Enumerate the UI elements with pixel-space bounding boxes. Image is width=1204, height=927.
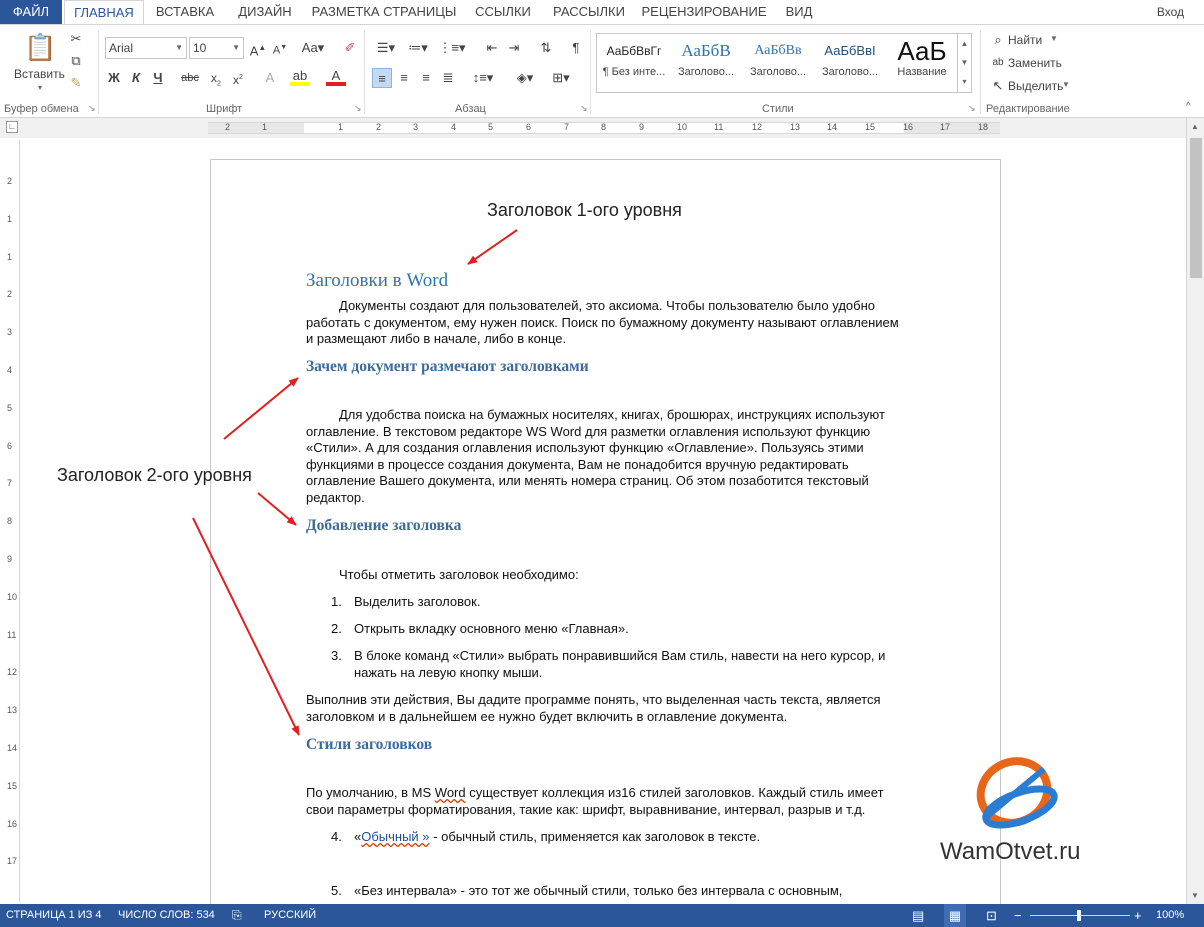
paragraph-intro[interactable]: Документы создают для пользователей, это аксиома. Чтобы пользователю было удобно работать с документом, ему нужен поиск. Поиск по бумажному документу называют оглавлением и размещают либо в начале, либо в конце. — [306, 298, 899, 346]
vertical-scrollbar[interactable] — [1186, 118, 1204, 904]
ruler-tick: 14 — [7, 743, 18, 753]
chevron-down-icon: ▼ — [175, 43, 183, 52]
watermark-text: WamOtvet.ru — [940, 838, 1081, 865]
underline-icon[interactable]: Ч — [153, 70, 163, 85]
group-separator — [980, 30, 981, 114]
status-bar — [0, 904, 1204, 927]
annotation-level-2: Заголовок 2-ого уровня — [57, 465, 252, 485]
signin-link[interactable]: Вход — [1156, 5, 1184, 19]
ruler-tick: 15 — [865, 122, 876, 132]
tab-insert[interactable]: ВСТАВКА — [155, 4, 215, 19]
tab-mailings[interactable]: РАССЫЛКИ — [553, 4, 625, 19]
text-run-word: Word — [434, 785, 466, 800]
list-item[interactable]: В блоке команд «Стили» выбрать понравившийся Вам стиль, навести на него курсор, и нажать на левую кнопку мыши. — [354, 648, 886, 680]
tab-view[interactable]: ВИД — [785, 4, 813, 19]
text-run: По умолчанию, в MS — [306, 785, 435, 800]
ruler-tick: 9 — [7, 554, 13, 564]
align-right-icon[interactable]: ≡ — [422, 70, 430, 85]
heading-2-why[interactable]: Зачем документ размечают заголовками — [306, 358, 589, 375]
numbering-icon[interactable]: ≔▾ — [408, 40, 428, 55]
ruler-left-margin — [208, 123, 304, 133]
ruler-tick: 13 — [790, 122, 801, 132]
highlight-icon[interactable]: ab — [290, 68, 310, 86]
ruler-tick: 4 — [451, 122, 457, 132]
dialog-launcher-icon[interactable]: ↘ — [968, 103, 976, 113]
styles-gallery — [596, 33, 972, 93]
style-heading-3[interactable] — [815, 36, 885, 90]
scroll-thumb[interactable] — [1190, 138, 1202, 278]
bold-icon[interactable]: Ж — [108, 70, 120, 85]
style-no-spacing[interactable] — [599, 36, 669, 90]
dialog-launcher-icon[interactable]: ↘ — [580, 103, 588, 113]
font-size-select[interactable] — [189, 37, 244, 59]
cursor-icon: ↖ — [992, 78, 1004, 93]
style-name: Заголово... — [677, 66, 735, 78]
styles-group-label: Стили — [762, 103, 794, 115]
paragraph-result[interactable]: Выполнив эти действия, Вы дадите программе понять, что выделенная часть текста, является заголовком и в дальнейшем ее нужно будет включить в оглавление документа. — [306, 692, 881, 724]
ribbon — [0, 24, 1204, 118]
text-run-word: Word — [550, 423, 582, 439]
ruler-tick: 8 — [7, 516, 13, 527]
text-run: существует коллекция из16 стилей заголовков. Каждый стиль имеет свои параметры форматирования, такие как: шрифт, выравнивание, интервал, разрыв и т.д. — [306, 785, 884, 817]
collapse-ribbon-icon[interactable]: ^ — [1186, 101, 1191, 112]
ruler-tick: 2 — [7, 176, 13, 186]
ruler-tick: 1 — [7, 213, 13, 224]
style-preview: АаБ — [897, 36, 947, 66]
chevron-down-icon[interactable]: ▼ — [1050, 34, 1058, 43]
chevron-down-icon[interactable]: ▾ — [38, 83, 43, 92]
style-preview: АаБбВв — [754, 43, 802, 58]
style-heading-2[interactable] — [743, 36, 813, 90]
paragraph-add[interactable]: Чтобы отметить заголовок необходимо: — [339, 567, 579, 582]
replace-icon: ab — [992, 57, 1004, 68]
ruler-tick: 11 — [7, 629, 17, 640]
tab-design[interactable]: ДИЗАЙН — [238, 4, 292, 19]
ruler-tick: 7 — [564, 122, 570, 132]
superscript-icon[interactable]: $x^2$ — [233, 73, 243, 87]
zoom-in-icon[interactable]: + — [1134, 908, 1142, 923]
format-painter-icon[interactable]: ✎ — [70, 75, 82, 90]
ruler-tick: 2 — [7, 289, 13, 300]
ruler-tick: 4 — [7, 365, 13, 375]
ruler-tick: 14 — [827, 122, 838, 132]
paragraph-why[interactable] — [306, 407, 906, 506]
decrease-indent-icon[interactable]: ⇤ — [486, 40, 498, 55]
ruler-tick: 2 — [376, 122, 382, 132]
list-number: 4. — [331, 829, 342, 844]
tab-references[interactable]: ССЫЛКИ — [475, 4, 531, 19]
line-spacing-icon[interactable]: ↕≡▾ — [472, 70, 494, 85]
heading-2-add[interactable]: Добавление заголовка — [306, 517, 462, 534]
subscript-icon[interactable]: $x_2$ — [211, 71, 221, 88]
ruler-tick: 5 — [7, 402, 13, 413]
style-preview: АаБбВвГг — [606, 44, 662, 58]
ruler-tick: 6 — [7, 440, 13, 451]
ruler-tick: 16 — [7, 818, 18, 829]
list-number: 2. — [331, 621, 342, 636]
copy-icon[interactable]: ⧉ — [71, 53, 81, 68]
document-page[interactable] — [210, 159, 1001, 919]
ruler-tick: 10 — [7, 591, 18, 602]
vertical-ruler[interactable] — [4, 140, 20, 902]
word-count[interactable]: ЧИСЛО СЛОВ: 534 — [118, 909, 215, 921]
grow-font-icon[interactable]: A▲ — [249, 43, 267, 59]
heading-2-styles[interactable]: Стили заголовков — [306, 736, 433, 753]
ruler-tick: 10 — [677, 122, 688, 132]
bullets-icon[interactable]: ☰▾ — [376, 40, 396, 55]
tab-home[interactable]: ГЛАВНАЯ — [64, 0, 144, 25]
increase-indent-icon[interactable]: ⇥ — [508, 40, 520, 55]
ruler-tick: 16 — [903, 122, 914, 132]
ruler-tick: 5 — [488, 122, 494, 132]
ruler-tick: 3 — [413, 122, 419, 132]
justify-icon[interactable]: ≣ — [442, 70, 454, 85]
ruler-tick: 2 — [225, 122, 231, 132]
style-name: Заголово... — [749, 66, 807, 78]
ruler-tick: 18 — [978, 122, 989, 132]
tab-selector[interactable]: ∟ — [6, 121, 18, 133]
text-run: « — [354, 829, 362, 844]
clear-formatting-icon[interactable]: ✐ — [344, 40, 356, 55]
tab-file[interactable]: ФАЙЛ — [0, 0, 62, 24]
ruler-area — [0, 118, 1204, 138]
align-center-icon[interactable]: ≡ — [400, 70, 408, 85]
text-run: для разметки оглавления используют функцию «Стили». А для создания оглавления используют функцию «Оглавление». Пользуясь этими функциями в процессе создания документа, Вам не понадобится вручную редактировать оглавление Вашего документа, или менять номера страниц. Об этом позаботится текстовый редактор. — [306, 423, 871, 505]
ruler-tick: 11 — [714, 122, 724, 132]
read-mode-icon[interactable]: ▤ — [912, 908, 925, 923]
heading-1[interactable]: Заголовки в Word — [306, 270, 449, 291]
shrink-font-icon[interactable]: A▼ — [272, 44, 288, 57]
show-marks-icon[interactable]: ¶ — [572, 40, 580, 55]
chevron-down-icon[interactable]: ▼ — [1062, 80, 1070, 89]
watermark-logo — [970, 755, 1062, 835]
find-button[interactable]: Найти — [1008, 33, 1043, 47]
group-separator — [590, 30, 591, 114]
list-item[interactable]: Выделить заголовок. — [354, 594, 481, 609]
print-layout-icon[interactable]: ▦ — [944, 904, 966, 927]
shading-icon[interactable]: ◈▾ — [516, 70, 534, 85]
style-name: Название — [897, 66, 947, 78]
ruler-tick: 1 — [338, 122, 344, 132]
chevron-down-icon: ▼ — [232, 43, 240, 52]
list-number: 1. — [331, 594, 342, 609]
ruler-tick: 8 — [601, 122, 607, 132]
ruler-tick: 12 — [7, 667, 18, 678]
ruler-tick: 9 — [639, 122, 645, 132]
styles-scroll[interactable]: ▲ ▼ ▾ — [957, 34, 971, 92]
ruler-tick: 17 — [940, 122, 951, 132]
tab-review[interactable]: РЕЦЕНЗИРОВАНИЕ — [641, 4, 767, 19]
font-color-icon[interactable]: A — [326, 68, 346, 86]
text-effects-icon[interactable]: A — [265, 70, 275, 85]
ruler-tick: 1 — [7, 251, 13, 262]
borders-icon[interactable]: ⊞▾ — [552, 70, 570, 85]
strikethrough-icon[interactable]: abc — [181, 72, 199, 84]
paste-icon[interactable]: 📋 — [24, 32, 57, 62]
scroll-down-icon[interactable]: ▼ — [1191, 891, 1199, 900]
style-title[interactable] — [887, 36, 957, 90]
change-case-icon[interactable]: Aa▾ — [301, 40, 325, 55]
list-number: 5. — [331, 883, 342, 898]
language-indicator[interactable]: РУССКИЙ — [264, 909, 317, 921]
text-run: - обычный стиль, применяется как заголовок в тексте. — [429, 829, 761, 844]
group-separator — [98, 30, 99, 114]
replace-button[interactable]: Заменить — [1008, 56, 1062, 70]
group-separator — [364, 30, 365, 114]
sort-icon[interactable]: ⇅ — [540, 40, 552, 55]
font-name-value: Arial — [109, 41, 134, 55]
tab-layout[interactable]: РАЗМЕТКА СТРАНИЦЫ — [311, 4, 457, 19]
text-run: Обычный » — [361, 829, 430, 844]
paragraph-group-label: Абзац — [455, 103, 486, 115]
horizontal-ruler[interactable] — [208, 122, 1000, 134]
dialog-launcher-icon[interactable]: ↘ — [88, 103, 96, 113]
ruler-tick: 17 — [7, 856, 18, 867]
dialog-launcher-icon[interactable]: ↘ — [354, 103, 362, 113]
ruler-tick: 7 — [7, 478, 13, 489]
proofing-icon[interactable]: ⎘ — [232, 908, 242, 922]
list-item[interactable] — [354, 829, 906, 846]
cut-icon[interactable]: ✂ — [70, 31, 82, 46]
list-item[interactable]: Открыть вкладку основного меню «Главная». — [354, 621, 629, 636]
clipboard-group-label: Буфер обмена — [4, 103, 79, 115]
zoom-level[interactable]: 100% — [1156, 909, 1185, 921]
ribbon-tabs — [0, 0, 1204, 24]
select-button[interactable]: Выделить — [1008, 79, 1064, 93]
text-run: Для удобства поиска на бумажных носителях, книгах, брошюрах, инструкциях используют оглавление. В текстовом редакторе WS — [306, 407, 885, 439]
binoculars-icon: ⌕ — [994, 32, 1002, 47]
ruler-tick: 1 — [262, 122, 268, 132]
ruler-tick: 13 — [7, 705, 18, 716]
annotation-level-1: Заголовок 1-ого уровня — [487, 200, 682, 220]
font-name-select[interactable] — [105, 37, 187, 59]
style-preview: АаБбВ — [681, 41, 731, 60]
page-count[interactable]: СТРАНИЦА 1 ИЗ 4 — [6, 909, 102, 921]
zoom-slider-thumb[interactable] — [1077, 910, 1081, 921]
web-layout-icon[interactable]: ⊡ — [986, 908, 997, 923]
style-name: ¶ Без инте... — [602, 66, 666, 78]
list-item[interactable]: «Без интервала» - это тот же обычный стили, только без интервала с основным, — [354, 883, 843, 898]
paste-button[interactable]: Вставить — [14, 67, 65, 81]
style-name: Заголово... — [821, 66, 879, 78]
paragraph-styles[interactable] — [306, 785, 906, 818]
italic-icon[interactable]: К — [132, 70, 140, 85]
list-number: 3. — [331, 648, 342, 663]
ruler-tick: 6 — [526, 122, 532, 132]
editing-group-label: Редактирование — [986, 103, 1070, 115]
multilevel-list-icon[interactable]: ⋮≡▾ — [438, 40, 466, 55]
font-size-value: 10 — [193, 41, 207, 55]
scroll-up-icon[interactable]: ▲ — [1191, 122, 1199, 131]
style-heading-1[interactable] — [671, 36, 741, 90]
align-left-icon[interactable]: ≡ — [372, 68, 392, 88]
ruler-tick: 12 — [752, 122, 763, 132]
font-group-label: Шрифт — [206, 103, 243, 115]
style-preview: АаБбВвІ — [824, 43, 876, 58]
ruler-tick: 15 — [7, 780, 18, 791]
ruler-tick: 3 — [7, 327, 13, 338]
zoom-out-icon[interactable]: − — [1014, 908, 1022, 923]
